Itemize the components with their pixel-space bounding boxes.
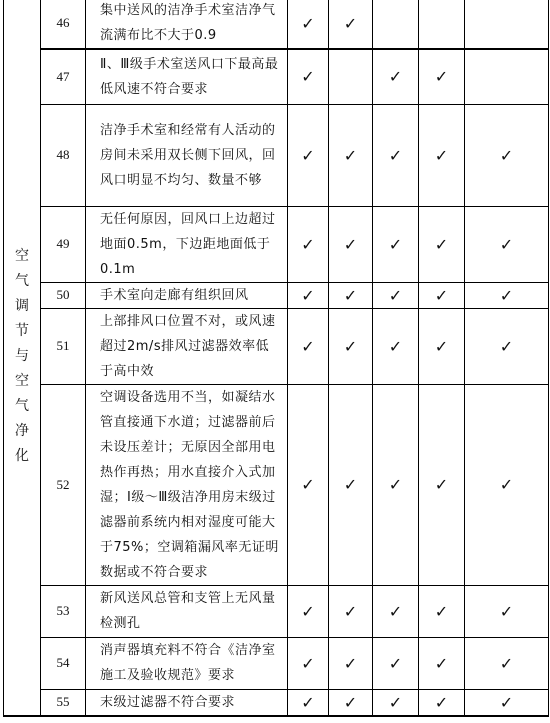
check-mark-icon: ✓ <box>343 13 358 33</box>
item-number: 53 <box>41 585 86 637</box>
item-number: 47 <box>41 49 86 104</box>
check-cell <box>373 585 419 637</box>
check-mark-icon: ✓ <box>434 285 449 305</box>
check-cell <box>288 308 329 384</box>
check-cell <box>329 384 373 585</box>
table-row <box>4 308 549 384</box>
check-cell <box>465 384 549 585</box>
check-mark-icon: ✓ <box>301 67 315 87</box>
check-cell <box>329 282 373 308</box>
check-cell <box>465 0 549 49</box>
table-row <box>4 689 549 716</box>
check-mark-icon: ✓ <box>343 285 358 305</box>
check-cell <box>465 637 549 689</box>
check-mark-icon: ✓ <box>499 653 514 673</box>
item-description: 手术室向走廊有组织回风 <box>86 282 288 308</box>
check-mark-icon: ✓ <box>388 234 403 254</box>
check-cell <box>288 689 329 716</box>
check-cell <box>465 689 549 716</box>
inspection-table <box>3 0 549 717</box>
item-number: 52 <box>41 384 86 585</box>
check-mark-icon: ✓ <box>343 653 358 673</box>
check-mark-icon: ✓ <box>499 692 514 712</box>
item-number: 50 <box>41 282 86 308</box>
check-cell <box>373 49 419 104</box>
check-cell <box>329 308 373 384</box>
item-description: 空调设备选用不当，如凝结水管直接通下水道；过滤器前后未设压差计；无原因全部用电热作再热；用水直接介入式加湿；Ⅰ级～Ⅲ级洁净用房末级过滤器前系统内相对湿度可能大于75%；空调箱漏风率无证明数据或不符合要求 <box>86 384 288 585</box>
check-cell <box>288 104 329 206</box>
check-mark-icon: ✓ <box>388 67 403 87</box>
item-description: 无任何原因，回风口上边超过地面0.5m，下边距地面低于0.1m <box>86 206 288 282</box>
check-cell <box>419 206 465 282</box>
item-number: 51 <box>41 308 86 384</box>
item-number: 54 <box>41 637 86 689</box>
table-row <box>4 282 549 308</box>
item-number: 46 <box>41 0 86 49</box>
check-mark-icon: ✓ <box>388 653 403 673</box>
check-cell <box>419 637 465 689</box>
item-number: 48 <box>41 104 86 206</box>
check-cell <box>465 104 549 206</box>
check-cell <box>329 49 373 104</box>
check-mark-icon: ✓ <box>343 692 358 712</box>
check-cell <box>419 689 465 716</box>
item-description: Ⅱ、Ⅲ级手术室送风口下最高最低风速不符合要求 <box>86 49 288 104</box>
check-cell <box>419 308 465 384</box>
check-mark-icon: ✓ <box>343 475 358 494</box>
item-description: 上部排风口位置不对，或风速超过2m/s排风过滤器效率低于高中效 <box>86 308 288 384</box>
check-cell <box>288 585 329 637</box>
check-mark-icon: ✓ <box>301 601 315 621</box>
check-mark-icon: ✓ <box>499 234 514 254</box>
check-cell <box>288 637 329 689</box>
table-row <box>4 637 549 689</box>
check-cell <box>419 0 465 49</box>
table-row <box>4 49 549 104</box>
item-number: 55 <box>41 689 86 716</box>
check-mark-icon: ✓ <box>388 475 403 494</box>
check-mark-icon: ✓ <box>388 336 403 356</box>
check-mark-icon: ✓ <box>388 145 403 165</box>
check-mark-icon: ✓ <box>343 234 358 254</box>
check-cell <box>288 384 329 585</box>
table-body <box>4 0 549 716</box>
check-mark-icon: ✓ <box>499 145 514 165</box>
check-cell <box>329 104 373 206</box>
check-mark-icon: ✓ <box>434 601 449 621</box>
check-mark-icon: ✓ <box>301 13 315 33</box>
check-mark-icon: ✓ <box>388 285 403 305</box>
check-cell <box>419 49 465 104</box>
item-description: 新风送风总管和支管上无风量检测孔 <box>86 585 288 637</box>
check-cell <box>419 384 465 585</box>
check-cell <box>373 308 419 384</box>
check-mark-icon: ✓ <box>499 475 514 494</box>
item-description: 洁净手术室和经常有人活动的房间未采用双长侧下回风，回风口明显不均匀、数量不够 <box>86 104 288 206</box>
check-cell <box>465 308 549 384</box>
check-cell <box>373 637 419 689</box>
table-row <box>4 104 549 206</box>
check-cell <box>329 0 373 49</box>
check-cell <box>373 0 419 49</box>
check-mark-icon: ✓ <box>499 285 514 305</box>
check-cell <box>373 206 419 282</box>
check-mark-icon: ✓ <box>434 67 449 87</box>
check-cell <box>373 104 419 206</box>
check-cell <box>465 206 549 282</box>
check-cell <box>329 585 373 637</box>
check-mark-icon: ✓ <box>343 601 358 621</box>
check-cell <box>465 49 549 104</box>
check-cell <box>373 282 419 308</box>
check-mark-icon: ✓ <box>343 145 358 165</box>
check-mark-icon: ✓ <box>499 336 514 356</box>
category-label: 空 气 调 节 与 空 气 净 化 <box>15 247 29 464</box>
check-mark-icon: ✓ <box>301 653 315 673</box>
check-mark-icon: ✓ <box>301 475 315 494</box>
check-mark-icon: ✓ <box>343 336 358 356</box>
category-cell <box>4 0 41 716</box>
check-mark-icon: ✓ <box>434 145 449 165</box>
table-row <box>4 585 549 637</box>
item-description: 集中送风的洁净手术室洁净气流满布比不大于0.9 <box>86 0 288 49</box>
check-cell <box>288 0 329 49</box>
check-mark-icon: ✓ <box>301 336 315 356</box>
check-mark-icon: ✓ <box>301 234 315 254</box>
check-cell <box>465 585 549 637</box>
check-mark-icon: ✓ <box>301 145 315 165</box>
check-cell <box>419 282 465 308</box>
check-mark-icon: ✓ <box>434 336 449 356</box>
table-row <box>4 384 549 585</box>
check-cell <box>373 689 419 716</box>
check-cell <box>288 49 329 104</box>
check-mark-icon: ✓ <box>434 653 449 673</box>
check-cell <box>373 384 419 585</box>
item-description: 末级过滤器不符合要求 <box>86 689 288 716</box>
check-mark-icon: ✓ <box>301 692 315 712</box>
check-cell <box>465 282 549 308</box>
table-row <box>4 206 549 282</box>
check-mark-icon: ✓ <box>434 475 449 494</box>
check-mark-icon: ✓ <box>388 601 403 621</box>
check-mark-icon: ✓ <box>434 692 449 712</box>
table-row <box>4 0 549 49</box>
check-cell <box>419 585 465 637</box>
check-cell <box>288 282 329 308</box>
check-cell <box>288 206 329 282</box>
item-description: 消声器填充料不符合《洁净室施工及验收规范》要求 <box>86 637 288 689</box>
check-mark-icon: ✓ <box>434 234 449 254</box>
check-mark-icon: ✓ <box>388 692 403 712</box>
check-cell <box>329 689 373 716</box>
check-mark-icon: ✓ <box>301 285 315 305</box>
check-cell <box>419 104 465 206</box>
check-cell <box>329 637 373 689</box>
item-number: 49 <box>41 206 86 282</box>
check-cell <box>329 206 373 282</box>
check-mark-icon: ✓ <box>499 601 514 621</box>
